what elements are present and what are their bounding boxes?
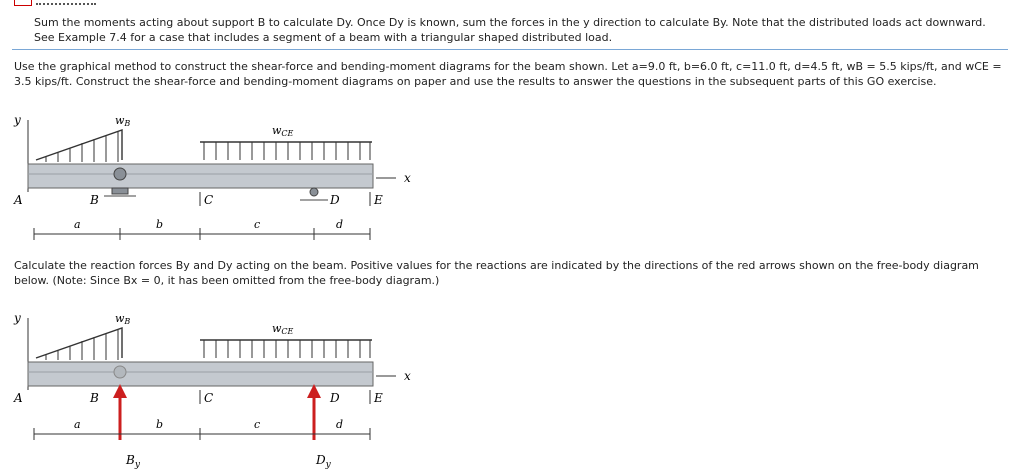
dim-b: b bbox=[156, 218, 164, 231]
reaction-arrow-By bbox=[113, 384, 127, 440]
x-axis-label: x bbox=[404, 171, 411, 185]
fbd-dim-a: a bbox=[74, 418, 81, 431]
point-E: E bbox=[374, 193, 383, 207]
fbd-point-B: B bbox=[90, 391, 99, 405]
fbd-point-C: C bbox=[204, 391, 214, 405]
top-bar bbox=[0, 0, 1024, 6]
wCE-label: wCE bbox=[272, 124, 294, 138]
dim-a: a bbox=[74, 218, 81, 231]
hint-box bbox=[12, 9, 1008, 50]
wB-label: wB bbox=[115, 114, 131, 128]
fbd-dim-d: d bbox=[336, 418, 344, 431]
hint-text: Sum the moments acting about support B to calculate Dy. Once Dy is known, sum the forces in the y direction to calculate By. Note that the distributed loads act downward. See Example 7.4 for a case that includes a segment of a beam with a triangular shaped distributed load. bbox=[34, 16, 986, 44]
point-C: C bbox=[204, 193, 214, 207]
label-By: $B_y$ bbox=[126, 453, 140, 470]
point-D: D bbox=[330, 193, 340, 207]
point-B: B bbox=[90, 193, 99, 207]
fbd-x-axis-label: x bbox=[404, 369, 411, 383]
beam-figure bbox=[0, 110, 440, 245]
dim-c: c bbox=[254, 218, 261, 231]
fbd-dim-b: b bbox=[156, 418, 164, 431]
beam bbox=[28, 164, 373, 188]
reaction-arrow-Dy bbox=[307, 384, 321, 440]
fbd-dim-c: c bbox=[254, 418, 261, 431]
label-Dy: $D_y$ bbox=[316, 453, 331, 470]
uniform-load-arrows bbox=[204, 142, 370, 160]
fbd-point-E: E bbox=[374, 391, 383, 405]
point-A: A bbox=[14, 193, 23, 207]
fbd-point-A: A bbox=[14, 391, 23, 405]
fbd-wB-label: wB bbox=[115, 312, 131, 326]
roller-support-D bbox=[310, 188, 318, 196]
dim-d: d bbox=[336, 218, 344, 231]
fbd-pin-B bbox=[114, 366, 126, 378]
y-axis-label: y bbox=[14, 113, 21, 127]
free-body-diagram bbox=[0, 308, 440, 472]
close-icon[interactable] bbox=[14, 0, 32, 6]
fbd-y-axis-label: y bbox=[14, 311, 21, 325]
fbd-wCE-label: wCE bbox=[272, 322, 294, 336]
fbd-beam bbox=[28, 362, 373, 386]
problem-statement: Use the graphical method to construct the shear-force and bending-moment diagrams for the beam shown. Let a=9.0 ft, b=6.0 ft, c=11.0 ft, d=4.5 ft, wB = 5.5 kips/ft, and wCE = 3.5 kips/ft. Construct the shear-force and bending-moment diagrams on paper and use the results to answer the questions in the subsequent parts of this GO exercise. bbox=[14, 60, 1002, 88]
fbd-uniform-load-arrows bbox=[204, 340, 370, 358]
pin-support-B bbox=[114, 168, 126, 180]
question-text: Calculate the reaction forces By and Dy acting on the beam. Positive values for the reactions are indicated by the directions of the red arrows shown on the free-body diagram below. (Note: Since Bx = 0, it has been omitted from the free-body diagram.) bbox=[14, 259, 979, 287]
cropped-title bbox=[36, 0, 96, 5]
triangular-load bbox=[36, 130, 122, 160]
fbd-point-D: D bbox=[330, 391, 340, 405]
fbd-triangular-load bbox=[36, 328, 122, 358]
